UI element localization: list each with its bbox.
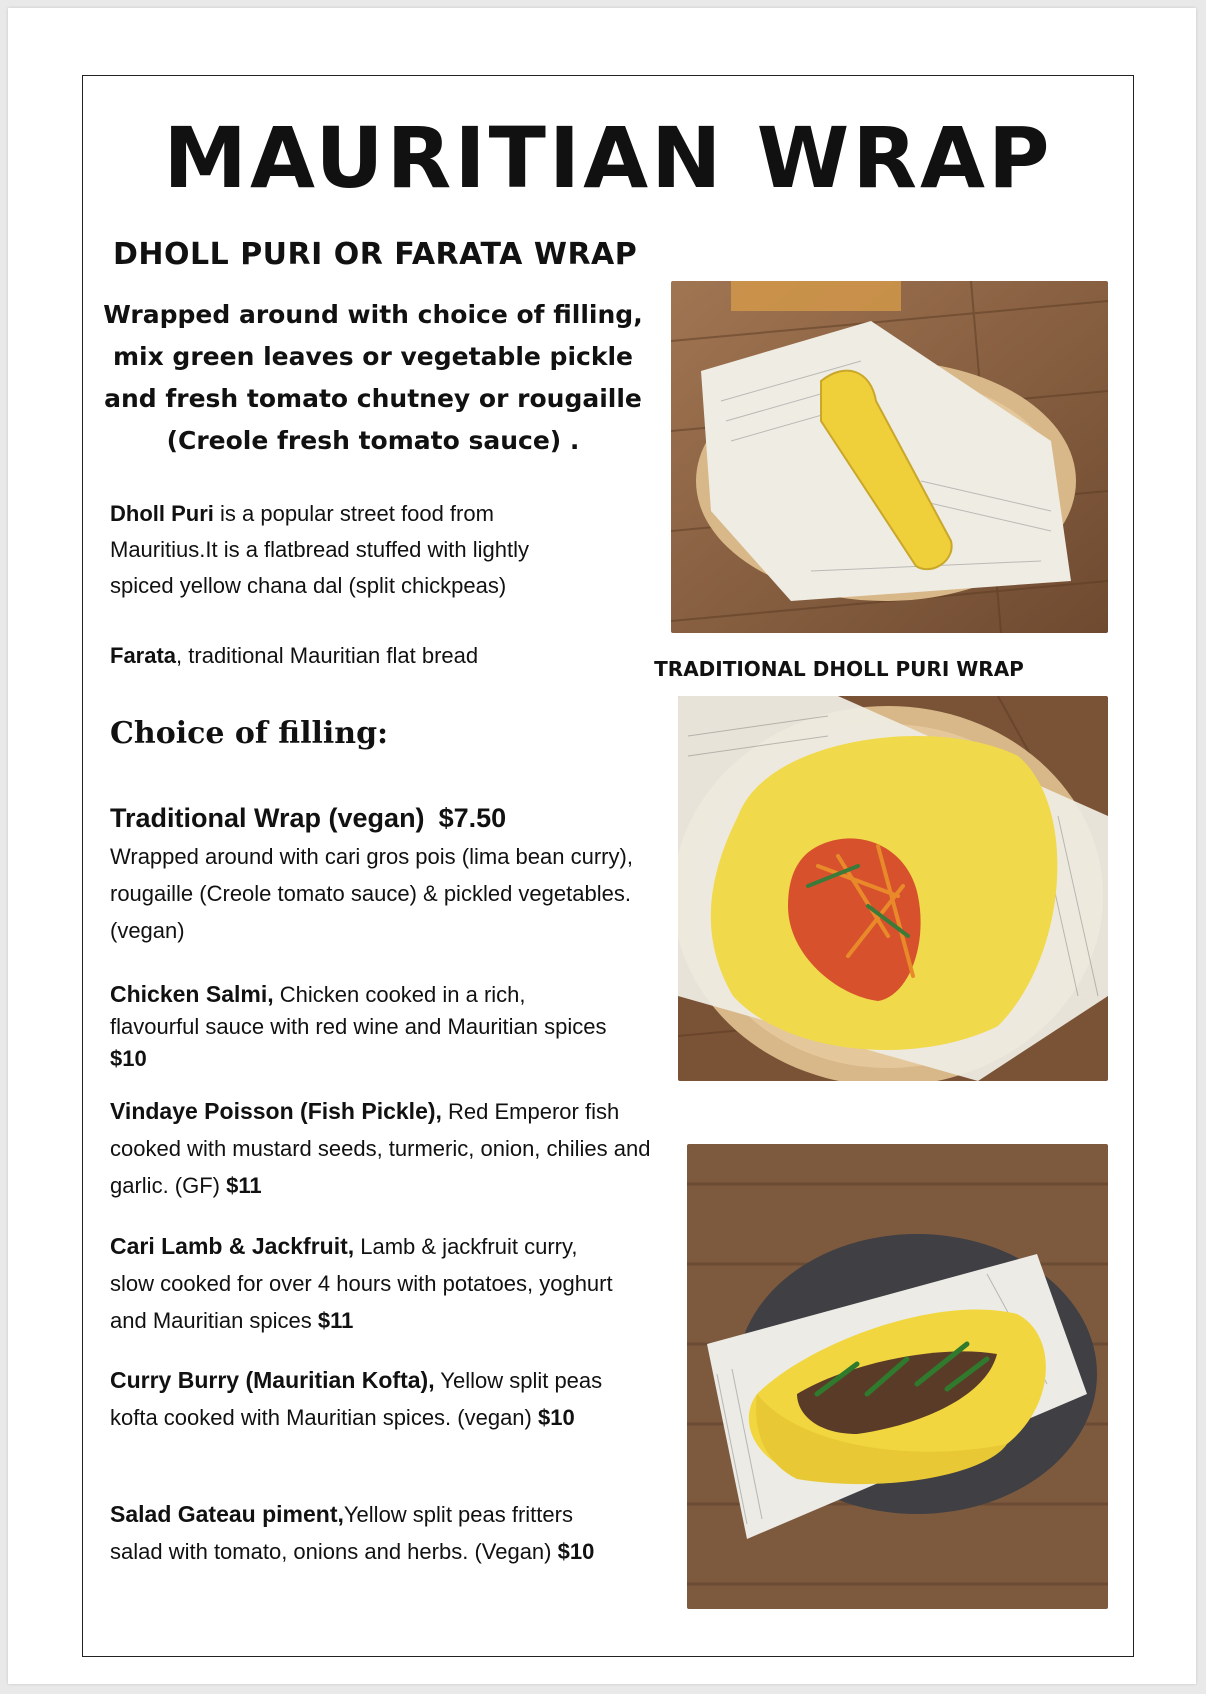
menu-item-price: $11 xyxy=(317,1308,354,1333)
menu-item-price: $10 xyxy=(557,1539,595,1564)
intro-line: Wrapped around with choice of filling, xyxy=(103,300,643,329)
menu-item-name: Cari Lamb & Jackfruit, xyxy=(110,1233,355,1259)
menu-item xyxy=(110,978,610,1075)
menu-item-heading xyxy=(110,798,640,838)
dholl-puri-description xyxy=(110,496,590,604)
menu-item-price: $7.50 xyxy=(438,803,507,833)
menu-item xyxy=(110,1496,620,1570)
farata-text: , traditional Mauritian flat bread xyxy=(176,643,479,668)
menu-item-description: Wrapped around with cari gros pois (lima bean curry), rougaille (Creole tomato sauce) & pickled vegetables. (vegan) xyxy=(110,844,633,943)
intro-line: and fresh tomato chutney or rougaille xyxy=(104,384,642,413)
menu-item-name: Vindaye Poisson (Fish Pickle), xyxy=(110,1098,442,1124)
menu-item-name: Traditional Wrap (vegan) xyxy=(110,803,425,833)
menu-item xyxy=(110,798,640,949)
menu-frame xyxy=(82,75,1134,1657)
menu-subtitle: DHOLL PURI OR FARATA WRAP xyxy=(113,237,638,272)
menu-item-name: Salad Gateau piment, xyxy=(110,1501,344,1527)
menu-item-description: Yellow split peas fritters salad with tomato, onions and herbs. (Vegan) xyxy=(110,1502,573,1564)
menu-item xyxy=(110,1228,615,1339)
menu-item-price: $11 xyxy=(226,1173,262,1198)
menu-sheet xyxy=(8,8,1196,1684)
intro-line: mix green leaves or vegetable pickle xyxy=(112,342,633,371)
menu-item xyxy=(110,1093,655,1204)
menu-item-description: Red Emperor fish cooked with mustard seeds, turmeric, onion, chilies and garlic. (GF) xyxy=(110,1099,651,1198)
menu-item-price: $10 xyxy=(537,1405,575,1430)
menu-item-name: Chicken Salmi, xyxy=(110,981,274,1007)
farata-description xyxy=(110,638,670,674)
intro-line: (Creole fresh tomato sauce) . xyxy=(166,426,580,455)
menu-item-description: Lamb & jackfruit curry, slow cooked for over 4 hours with potatoes, yoghurt and Mauritian spices xyxy=(110,1234,613,1333)
farata-name: Farata xyxy=(110,643,177,668)
menu-item-name: Curry Burry (Mauritian Kofta), xyxy=(110,1367,435,1393)
intro-text xyxy=(103,294,643,462)
folded-wrap-photo xyxy=(687,1144,1108,1609)
menu-item xyxy=(110,1362,630,1436)
choice-heading: Choice of filling: xyxy=(110,716,389,751)
open-wrap-photo xyxy=(678,696,1108,1081)
dholl-puri-text: is a popular street food from Mauritius.It is a flatbread stuffed with lightly spiced yellow chana dal (split chickpeas) xyxy=(110,501,530,598)
menu-item-description: Yellow split peas kofta cooked with Mauritian spices. (vegan) xyxy=(110,1368,603,1430)
menu-title: MAURITIAN WRAP xyxy=(163,109,1053,207)
photo-caption: TRADITIONAL DHOLL PURI WRAP xyxy=(654,657,1024,681)
menu-item-price: $10 xyxy=(110,1046,147,1071)
rolled-wrap-photo xyxy=(671,281,1108,633)
dholl-puri-name: Dholl Puri xyxy=(110,501,214,526)
menu-item-description: Chicken cooked in a rich, flavourful sauce with red wine and Mauritian spices xyxy=(110,982,607,1039)
